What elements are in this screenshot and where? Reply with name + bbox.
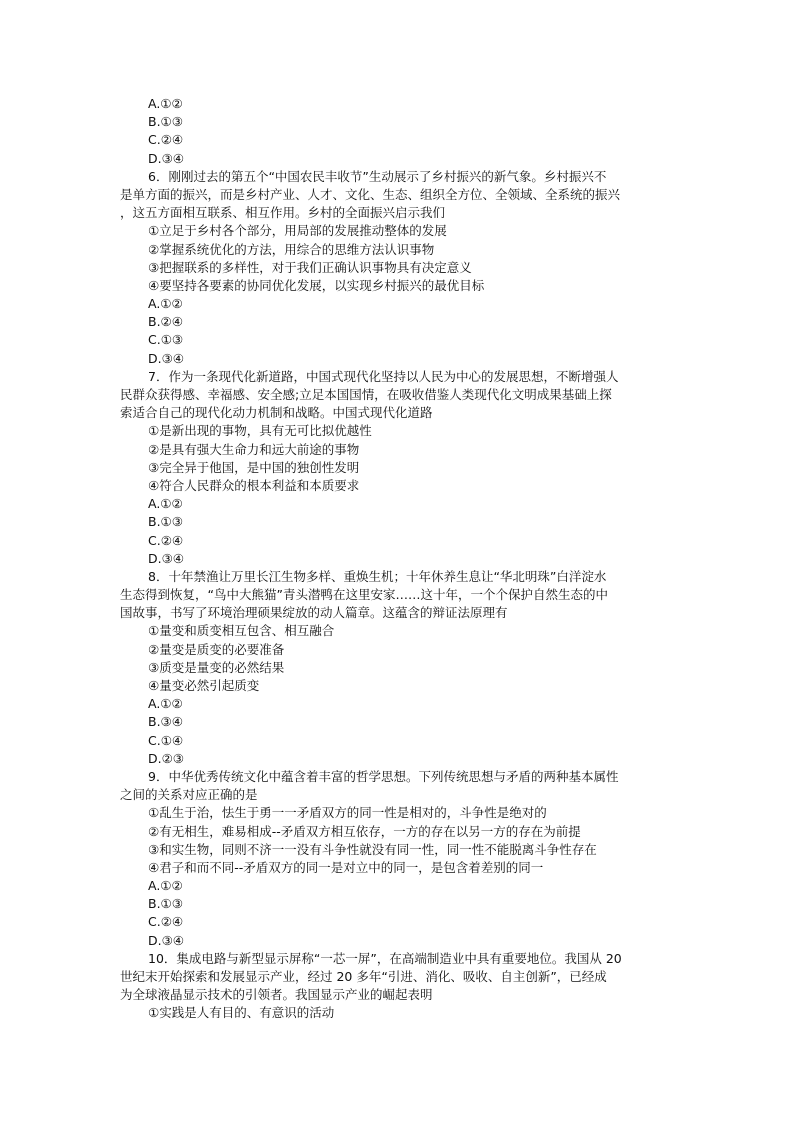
question-text-continued: 世纪末开始探索和发展显示产业，经过 20 多年“引进、消化、吸收、自主创新”，已经成 [120,969,607,984]
answer-option: B.①③ [148,896,183,912]
answer-option: D.③④ [148,350,185,366]
answer-option: C.①④ [148,732,184,748]
answer-option: B.③④ [148,714,183,730]
statement-item: ④要坚持各要素的协同优化发展，以实现乡村振兴的最优目标 [148,277,485,293]
statement-item: ②量变是质变的必要准备 [148,641,285,657]
answer-option: A.①② [148,696,183,712]
statement-item: ①乱生于治，怯生于勇一一矛盾双方的同一性是相对的，斗争性是绝对的 [148,805,547,821]
question-text-continued: 索适合自己的现代化动力机制和战略。中国式现代化道路 [120,405,433,421]
answer-option: D.②③ [148,750,185,766]
question-text: 8．十年禁渔让万里长江生物多样、重焕生机；十年休养生息让“华北明珠”白洋淀水 [148,568,607,584]
answer-option: A.①② [148,96,183,111]
question-text: 6．刚刚过去的第五个“中国农民丰收节”生动展示了乡村振兴的新气象。乡村振兴不 [148,168,607,184]
answer-option: B.①③ [148,114,183,130]
statement-item: ④君子和而不同--矛盾双方的同一是对立中的同一，是包含着差别的同一 [148,859,544,875]
question-text: 7．作为一条现代化新道路，中国式现代化坚持以人民为中心的发展思想，不断增强人 [148,368,619,384]
question-text: 9．中华优秀传统文化中蕴含着丰富的哲学思想。下列传统思想与矛盾的两种基本属性 [148,768,619,784]
answer-option: B.①③ [148,514,183,530]
statement-item: ①量变和质变相互包含、相互融合 [148,623,335,639]
question-text-continued: 民群众获得感、幸福感、安全感;立足本国国情，在吸收借鉴人类现代化文明成果基础上探 [120,387,612,402]
answer-option: D.③④ [148,150,185,166]
statement-item: ③和实生物，同则不济一一没有斗争性就没有同一性，同一性不能脱离斗争性存在 [148,841,597,857]
statement-item: ②掌握系统优化的方法，用综合的思维方法认识事物 [148,241,435,257]
statement-item: ③质变是量变的必然结果 [148,659,285,675]
statement-item: ④符合人民群众的根本利益和本质要求 [148,477,360,493]
answer-option: C.②④ [148,532,184,548]
statement-item: ①是新出现的事物，具有无可比拟优越性 [148,423,372,439]
statement-item: ①实践是人有目的、有意识的活动 [148,1005,335,1021]
question-text: 10．集成电路与新型显示屏称“一芯一屏”，在高端制造业中具有重要地位。我国从 20 [148,950,622,966]
question-text-continued: 是单方面的振兴，而是乡村产业、人才、文化、生态、组织全方位、全领域、全系统的振兴 [120,186,621,202]
question-text-continued: 之间的关系对应正确的是 [120,787,258,803]
answer-option: A.①② [148,296,183,312]
statement-item: ①立足于乡村各个部分，用局部的发展推动整体的发展 [148,223,447,239]
answer-option: A.①② [148,496,183,512]
statement-item: ③完全异于他国，是中国的独创性发明 [148,459,360,475]
question-text-continued: 生态得到恢复，“鸟中大熊猫”青头潜鸭在这里安家……这十年，一个个保护自然生态的中 [120,587,608,603]
statement-item: ③把握联系的多样性，对于我们正确认识事物具有决定意义 [148,259,472,275]
answer-option: A.①② [148,878,183,894]
answer-option: C.②④ [148,132,184,148]
exam-page [120,95,708,1023]
question-text-continued: ，这五方面相互联系、相互作用。乡村的全面振兴启示我们 [120,205,446,221]
answer-option: D.③④ [148,932,185,948]
statement-item: ②是具有强大生命力和远大前途的事物 [148,441,360,457]
answer-option: D.③④ [148,550,185,566]
statement-item: ②有无相生，难易相成--矛盾双方相互依存，一方的存在以另一方的存在为前提 [148,823,581,839]
statement-item: ④量变必然引起质变 [148,678,260,693]
question-text-continued: 为全球液晶显示技术的引领者。我国显示产业的崛起表明 [120,987,433,1003]
answer-option: C.②④ [148,914,184,930]
answer-option: C.①③ [148,332,184,348]
answer-option: B.②④ [148,314,183,330]
question-text-continued: 国故事，书写了环境治理硕果绽放的动人篇章。这蕴含的辩证法原理有 [120,605,508,621]
